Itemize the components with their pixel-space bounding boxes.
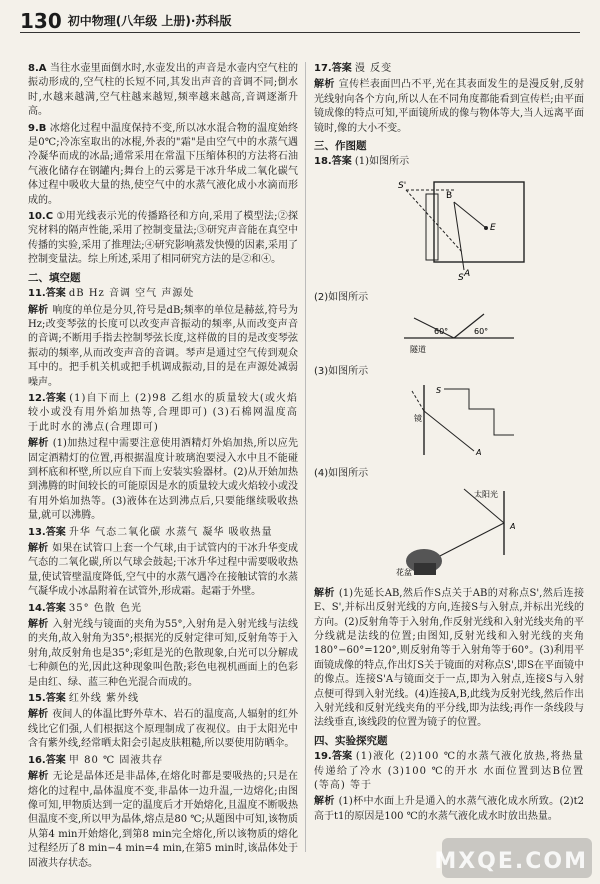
fig1-ray-1	[454, 202, 486, 228]
fig2-angle-1: 60°	[434, 326, 449, 336]
analysis-11: 解析 响度的单位是分贝,符号是dB;频率的单位是赫兹,符号为Hz;改变琴弦的长度可以改变声音振动的频率,从而改变声音的音调;不断用手指去控制琴弦长度,这样做的目的是改变琴弦振动的频率,从而改变声音的音调。琴声是通过空气传到观众耳中的。把手机关机或把手机调成振动,目的是在声源处减弱噪声。	[28, 304, 299, 388]
fig1-label-b: B	[446, 190, 453, 201]
left-column	[28, 62, 298, 873]
fig3-ray	[424, 411, 474, 451]
fig2-angle-2: 60°	[474, 326, 489, 336]
answer-16: 16.答案 甲 80 ℃ 固液共存	[28, 754, 164, 766]
column-divider	[305, 62, 306, 852]
fig4-label-sun: 太阳光	[474, 490, 498, 500]
fig1-mirror	[426, 194, 438, 260]
sub-4-label: (4)如图所示	[314, 467, 369, 479]
sub-2-label: (2)如图所示	[314, 292, 369, 304]
analysis-14: 解析 入射光线与镜面的夹角为55°,入射角是入射光线与法线的夹角,故入射角为35°;根据光的反射定律可知,反射角等于入射角,故反射角也是35°;彩虹是光的色散现象,白光可以分解成七种颜色的光,因此这种现象叫色散;彩色电视机画面上的色彩是由红、绿、蓝三种色光混合而成的。	[28, 619, 299, 688]
question-9: 9.B 冰熔化过程中温度保持不变,所以冰水混合物的温度始终是0℃;冷冻室取出的冰棍,外表的"霜"是由空气中的水蒸气遇冷凝华而成的冰晶;通常采用在常温下压缩体积的方法将石油气液化储存在钢罐内;舞台上的云雾是干冰升华成二氧化碳气体过程中吸收大量的热,使空气中的水蒸气液化成小水滴而形成的。	[28, 122, 298, 206]
fig1-label-s-prime: S'	[398, 180, 407, 191]
figure-1	[314, 172, 584, 289]
fig4-reflected	[434, 523, 504, 559]
fig3-label-s: S	[436, 386, 442, 396]
figure-1-svg	[314, 172, 584, 284]
answer-11: 11.答案 dB Hz 音调 空气 声源处	[28, 288, 195, 300]
figure-3-svg	[314, 381, 584, 459]
fig1-label-a: A	[464, 268, 471, 279]
section-drawing: 三、作图题	[314, 140, 367, 153]
answer-14: 14.答案 35° 色散 色光	[28, 602, 142, 614]
fig3-label-mirror: 镜	[414, 414, 422, 424]
fig2-label-tunnel: 隧道	[410, 344, 426, 354]
analysis-13: 解析 如果在试管口上套一个气球,由于试管内的干冰升华变成气态的二氧化碳,所以气球会鼓起;干冰升华过程中需要吸收热量,使试管壁温度降低,空气中的水蒸气遇冷在接触试管的水蒸气凝华成小冰晶附着在试管外,形成霜。起霜于外壁。	[28, 543, 298, 598]
answer-15: 15.答案 红外线 紫外线	[28, 693, 140, 705]
analysis-16: 解析 无论是晶体还是非晶体,在熔化时都是要吸热的;只是在熔化的过程中,晶体温度不变,非晶体一边升温,一边熔化;由图像可知,甲物质达到一定的温度后才开始熔化,且温度不断吸热但温度不变,所以甲为晶体,熔点是80 ℃;从题图中可知,该物质从第4 min开始熔化,到第8 min完全熔化,所以该物质的熔化过程经历了8 min−4 min=4 min,在第5 min时,该晶体处于固液共存状态。	[28, 771, 298, 869]
section-fill-in: 二、填空题	[28, 271, 81, 284]
answer-13: 13.答案 升华 气态二氧化碳 水蒸气 凝华 吸收热量	[28, 526, 273, 538]
book-title: 初中物理(八年级 上册)·苏科版	[67, 14, 232, 28]
analysis-18: 解析 (1)先延长AB,然后作S点关于AB的对称点S',然后连接E、S',并标出反射光线的方向,连接S与入射点,并标出光线的方向。(2)反射角等于入射角,作反射光线和入射光线夹角的平分线就是法线的位置;由图知,反射光线和入射光线的夹角180°−60°=120°,则反射角等于入射角等于60°。(3)利用平面镜成像的特点,作出灯S关于镜面的对称点S',即S在平面镜中的像点。连接S'A与镜面交于一点,即为入射点,连接S与入射点便可得到入射光线。(4)连接A,B,此线为反射光线,然后作出入射光线和反射光线夹角的平分线,即为法线;再作一条线段与法线垂直,该线段的位置为镜子的位置。	[314, 587, 584, 729]
answer-19: 19.答案 (1)液化 (2)100 ℃的水蒸气液化放热,将热量传递给了冷水 (3)100 ℃的开水 水面位置到达B位置(等高) 等于	[314, 751, 585, 791]
figure-3	[314, 381, 584, 464]
question-8: 8.A 当往水壶里面倒水时,水壶发出的声音是水壶内空气柱的振动形成的,空气柱的长短不同,其发出声音的音调不同;倒水时,水越来越满,空气柱越来越短,频率越来越高,音调逐渐升高。	[28, 63, 298, 118]
fig1-label-e: E	[490, 222, 496, 233]
fig4-label-a: A	[510, 522, 516, 532]
fig4-label-flowers: 花盆	[396, 568, 412, 578]
answer-17: 17.答案 漫 反变	[314, 63, 393, 74]
page-header	[20, 6, 580, 33]
page-number: 130	[20, 9, 62, 33]
analysis-15: 解析 夜间人的体温比野外草木、岩石的温度高,人辐射的红外线比它们强,人们根据这个原理制成了夜视仪。由于太阳光中含有紫外线,经常晒太阳会引起皮肤粗糙,所以要使用防晒伞。	[28, 709, 298, 750]
figure-4-svg	[314, 483, 584, 579]
section-experiment: 四、实验探究题	[314, 734, 388, 747]
figure-4	[314, 483, 584, 584]
question-10: 10.C ①用光线表示光的传播路径和方向,采用了模型法;②探究材料的隔声性能,采用了控制变量法;③研究声音能在真空中传播的实验,采用了推理法;④研究影响蒸发快慢的因素,采用了控制变量法。综上所述,采用了相同研究方法的是②和④。	[28, 211, 298, 266]
figure-2	[314, 308, 584, 363]
fig4-pot	[414, 563, 436, 575]
answer-18: 18.答案 (1)如图所示	[314, 156, 410, 168]
fig3-label-a: A	[476, 448, 482, 458]
fig3-dash	[412, 391, 424, 411]
analysis-19: 解析 (1)杯中水面上升是通入的水蒸气液化成水所致。(2)t2高于t1的原因是100 ℃的水蒸气液化成水时放出热量。	[314, 796, 584, 822]
watermark-text: MXQE.COM	[434, 849, 588, 874]
fig3-stairs	[444, 389, 514, 435]
sub-3-label: (3)如图所示	[314, 366, 369, 378]
analysis-12: 解析 (1)加热过程中需要注意使用酒精灯外焰加热,所以应先固定酒精灯的位置,再根据温度计玻璃泡要浸入水中且不能碰到杯底和杯壁,所以应自下而上安装实验器材。(2)从开始加热到沸腾的时间较长的可能原因是水的质量较大或火焰较小或没有用外焰加热等。(3)液体在达到沸点后,只要能继续吸收热量,就可以沸腾。	[28, 438, 299, 522]
fig1-label-s: S	[458, 272, 464, 283]
right-column	[314, 62, 584, 826]
fig1-point-e	[484, 226, 488, 230]
analysis-17: 解析 宣传栏表面凹凸不平,光在其表面发生的是漫反射,反射光线射向各个方向,所以人在不同角度都能看到宣传栏;由平面镜成像的特点可知,平面镜所成的像与物体等大,当人远离平面镜时,像的大小不变。	[314, 79, 585, 134]
fig1-ray-2	[454, 202, 464, 270]
figure-2-svg	[314, 308, 584, 358]
answer-12: 12.答案 (1)自下而上 (2)98 乙组水的质量较大(或火焰较小或没有用外焰加热等,合理即可) (3)石棉网温度高于此时水的沸点(合理即可)	[28, 392, 298, 433]
